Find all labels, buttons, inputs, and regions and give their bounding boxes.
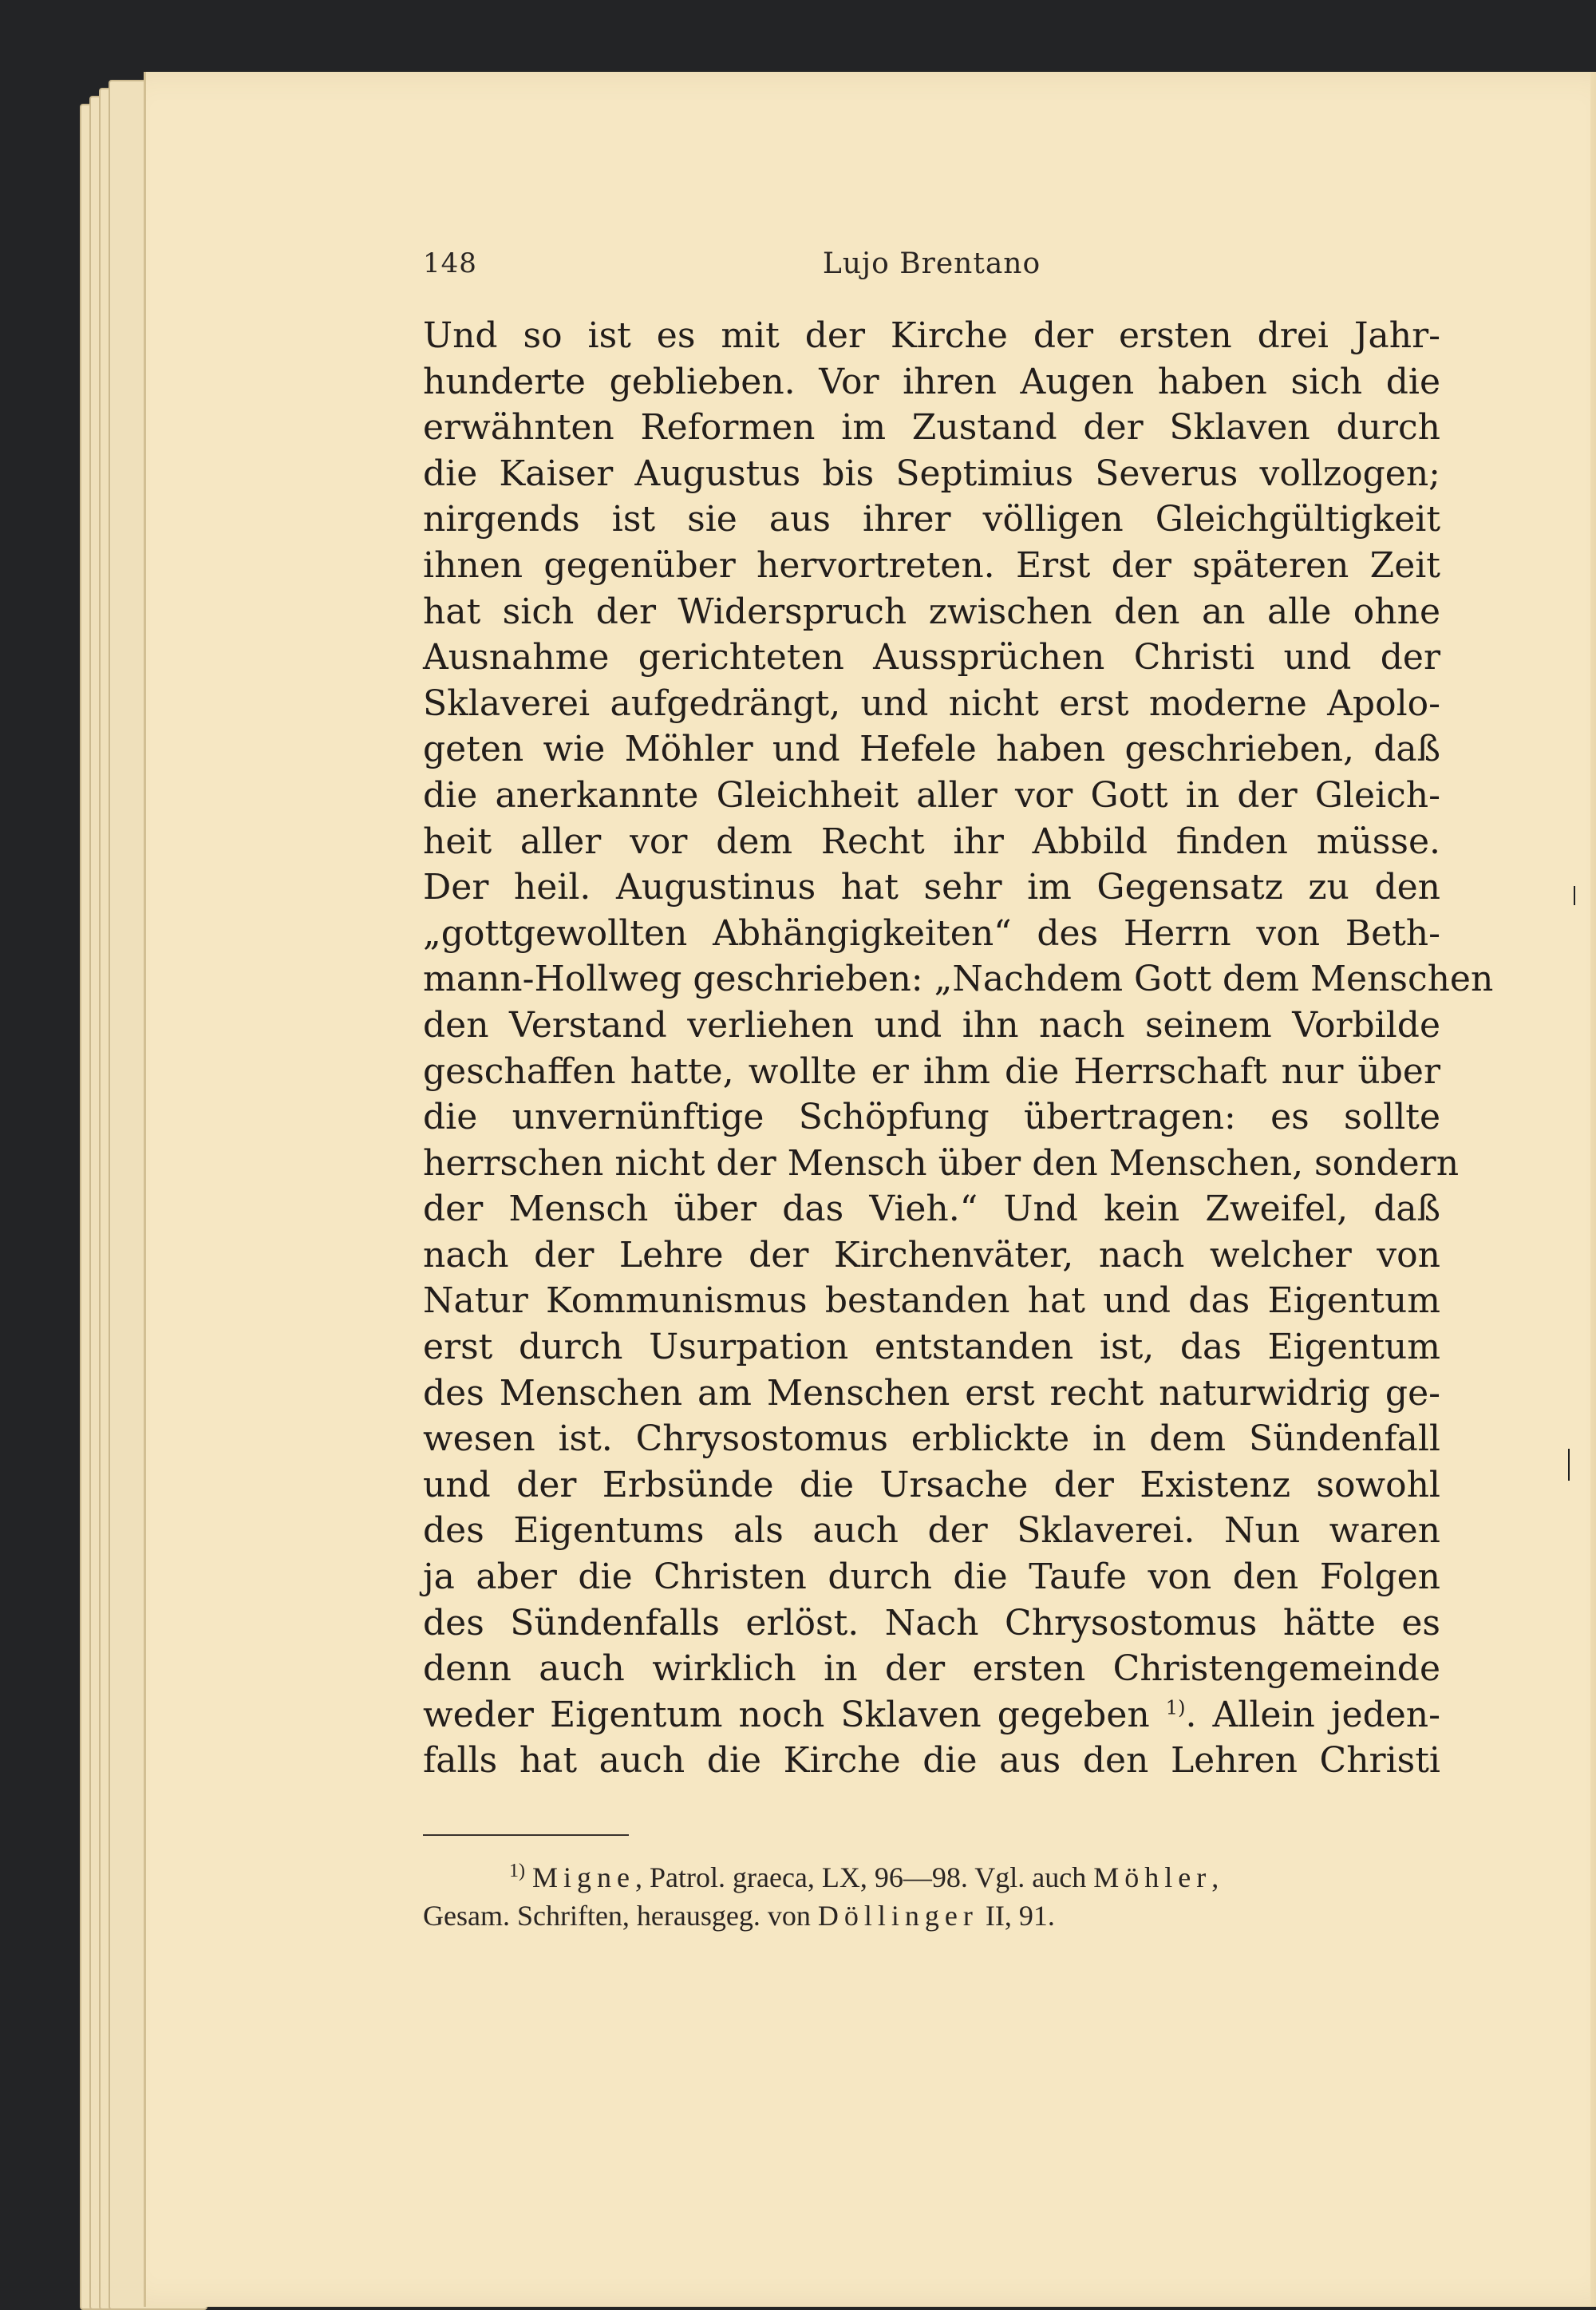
text-line: die Kaiser Augustus bis Septimius Severus vollzogen; [423, 453, 1440, 494]
margin-mark [1568, 1449, 1570, 1481]
text-line: nirgends ist sie aus ihrer völligen Gleichgültigkeit [423, 499, 1440, 540]
author-name: Migne [532, 1861, 635, 1893]
text-line: erst durch Usurpation entstanden ist, das Eigentum [423, 1327, 1440, 1368]
footnote-line [423, 1897, 1440, 1935]
text-line: Sklaverei aufgedrängt, und nicht erst moderne Apolo- [423, 682, 1440, 724]
text-line: geschaffen hatte, wollte er ihm die Herrschaft nur über [423, 1050, 1440, 1092]
citation-text: II, 91. [985, 1900, 1055, 1932]
text-line: erwähnten Reformen im Zustand der Sklaven durch [423, 407, 1440, 449]
text-line: die unvernünftige Schöpfung übertragen: es sollte [423, 1097, 1440, 1138]
text-segment: weder Eigentum noch Sklaven gegeben [423, 1694, 1150, 1735]
text-line: heit aller vor dem Recht ihr Abbild finden müsse. [423, 821, 1440, 862]
text-line: ihnen gegenüber hervortreten. Erst der späteren Zeit [423, 544, 1440, 586]
footnote-divider [423, 1834, 629, 1836]
text-line: herrschen nicht der Mensch über den Menschen, sondern [423, 1142, 1460, 1184]
text-line: Und so ist es mit der Kirche der ersten drei Jahr- [423, 315, 1440, 356]
footnote-reference[interactable]: 1) [1165, 1696, 1186, 1719]
text-line: hat sich der Widerspruch zwischen den an alle ohne [423, 591, 1440, 632]
text-line: „gottgewollten Abhängigkeiten“ des Herrn von Beth- [423, 912, 1440, 954]
footnote [423, 1858, 1440, 1935]
text-line: ja aber die Christen durch die Taufe von den Folgen [423, 1556, 1440, 1598]
text-segment: Allein jeden- [1212, 1694, 1440, 1735]
page-gutter [1590, 72, 1596, 2307]
text-line: die anerkannte Gleichheit aller vor Gott in der Gleich- [423, 774, 1440, 816]
citation-text: , [1211, 1861, 1219, 1893]
text-line: und der Erbsünde die Ursache der Existenz sowohl [423, 1464, 1440, 1505]
text-line: des Eigentums als auch der Sklaverei. Nun waren [423, 1510, 1440, 1552]
citation-text: Gesam. Schriften, herausgeg. von [423, 1900, 811, 1932]
text-line: geten wie Möhler und Hefele haben geschrieben, daß [423, 729, 1440, 770]
footnote-marker: 1) [509, 1861, 525, 1881]
footnote-line [423, 1858, 1440, 1897]
citation-text: , Patrol. graeca, LX, 96—98. Vgl. auch [635, 1861, 1087, 1893]
text-line: nach der Lehre der Kirchenväter, nach welcher von [423, 1234, 1440, 1276]
text-line: den Verstand verliehen und ihn nach seinem Vorbilde [423, 1004, 1440, 1046]
text-line: falls hat auch die Kirche die aus den Lehren Christi [423, 1740, 1440, 1782]
text-line: der Mensch über das Vieh.“ Und kein Zweifel, daß [423, 1189, 1440, 1230]
text-line: weder Eigentum noch Sklaven gegeben $^{1)}$. Allein jeden- [423, 1694, 1440, 1735]
text-line: Natur Kommunismus bestanden hat und das Eigentum [423, 1280, 1440, 1322]
text-line: hunderte geblieben. Vor ihren Augen haben sich die [423, 361, 1440, 402]
text-line: Der heil. Augustinus hat sehr im Gegensatz zu den [423, 867, 1440, 908]
text-line: wesen ist. Chrysostomus erblickte in dem Sündenfall [423, 1418, 1440, 1460]
text-line: des Menschen am Menschen erst recht naturwidrig ge- [423, 1372, 1440, 1414]
text-line: Ausnahme gerichteten Aussprüchen Christi und der [423, 637, 1440, 678]
text-line: mann-Hollweg geschrieben: „Nachdem Gott dem Menschen [423, 959, 1494, 1000]
page-number: 148 [423, 247, 477, 279]
margin-mark [1574, 886, 1575, 905]
author-name: Möhler [1093, 1861, 1212, 1893]
running-head: Lujo Brentano [822, 247, 1041, 280]
author-name: Döllinger [817, 1900, 978, 1932]
text-line: des Sündenfalls erlöst. Nach Chrysostomus hätte es [423, 1602, 1440, 1644]
text-line: denn auch wirklich in der ersten Christengemeinde [423, 1648, 1440, 1690]
body-text [423, 313, 1494, 1784]
page-header [423, 247, 1440, 295]
